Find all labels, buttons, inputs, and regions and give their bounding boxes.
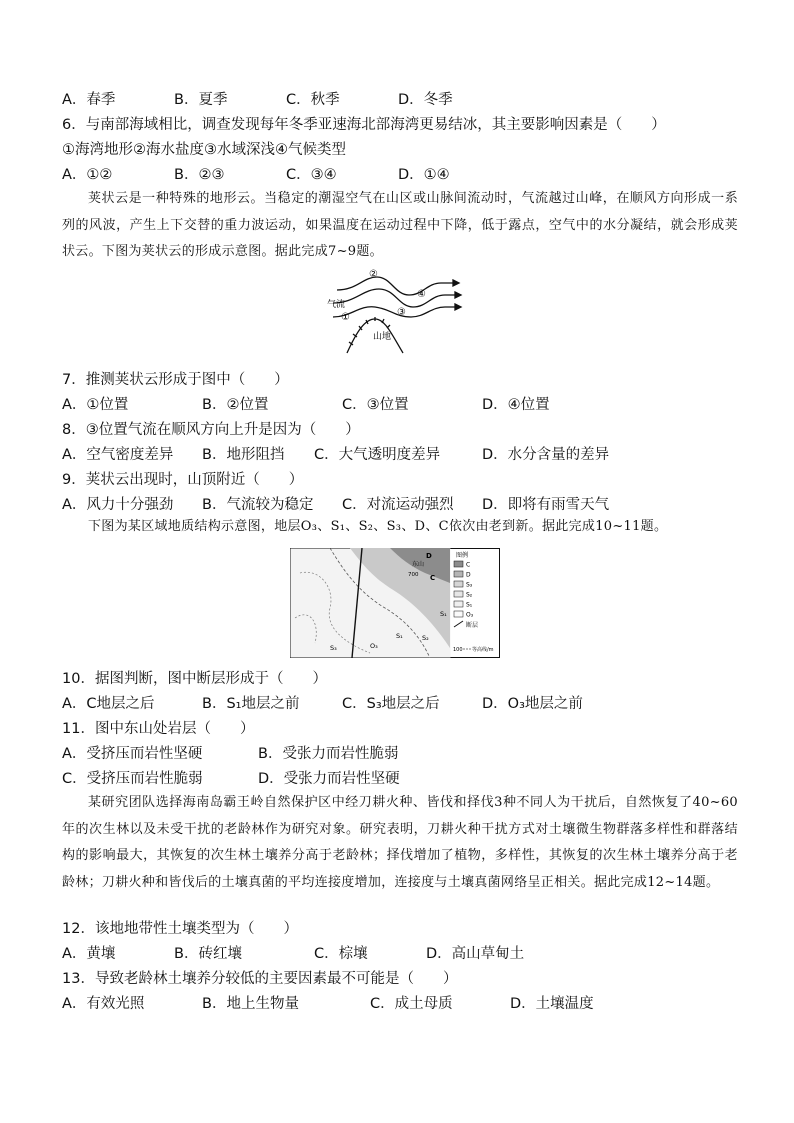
q11-option-d[interactable]: D．受张力而岩性坚硬 [258,771,400,787]
legend-contour: 等高线/m [472,647,494,653]
label-s1-right: S₁ [440,610,447,618]
q6-option-a[interactable]: A．①② [62,167,113,183]
q12-options [62,944,524,964]
arrow-top [453,280,459,286]
legend-d: D [466,571,471,579]
q5-options [62,90,453,110]
q13-option-d[interactable]: D．土壤温度 [510,996,594,1012]
q13-option-a[interactable]: A．有效光照 [62,996,145,1012]
q10-option-a[interactable]: A．C地层之后 [62,696,155,712]
passage-lenticular-cloud: 荚状云是一种特殊的地形云。当稳定的潮湿空气在山区或山脉间流动时，气流越过山峰，在顺风方向形成一系列的风波，产生上下交替的重力波运动，如果温度在运动过程中下降，低于露点，空气中的水分凝结，就会形成荚状云。下图为荚状云的形成示意图。据此完成7~9题。 [62,191,738,259]
marker-1: ① [341,312,350,323]
marker-2: ② [369,269,378,280]
legend-c: C [466,561,471,569]
q5-option-d[interactable]: D．冬季 [398,92,453,108]
q10-option-b[interactable]: B．S₁地层之前 [202,696,300,712]
arrow-bottom [455,304,461,310]
lenticular-cloud-figure [325,265,465,355]
q10-stem: 10．据图判断，图中断层形成于（ ） [62,671,327,687]
q5-option-a[interactable]: A．春季 [62,92,116,108]
passage-geology: 下图为某区域地质结构示意图，地层O₃、S₁、S₂、S₃、D、C依次由老到新。据此完成10~11题。 [88,519,668,534]
legend-s1: S₁ [466,601,473,609]
label-s1: S₁ [396,632,403,640]
q13-stem: 13．导致老龄林土壤养分较低的主要因素最不可能是（ ） [62,971,458,987]
q7-option-a[interactable]: A．①位置 [62,397,129,413]
q7-stem: 7．推测荚状云形成于图中（ ） [62,372,289,388]
q5-option-c[interactable]: C．秋季 [286,92,340,108]
q6-option-b[interactable]: B．②③ [174,167,225,183]
q9-option-b[interactable]: B．气流较为稳定 [202,497,314,513]
q13-option-c[interactable]: C．成土母质 [370,996,453,1012]
legend-contour-value: 100 [453,647,463,653]
q11-option-b[interactable]: B．受张力而岩性脆弱 [258,746,399,762]
label-d: D [426,552,432,560]
q8-option-c[interactable]: C．大气透明度差异 [314,447,441,463]
q13-option-b[interactable]: B．地上生物量 [202,996,299,1012]
airflow-label: 气流 [327,300,346,310]
label-s3: S₃ [330,644,337,652]
mountain-label: 山地 [373,332,392,342]
legend-title: 图例 [456,552,469,559]
passage-soil-study: 某研究团队选择海南岛霸王岭自然保护区中经刀耕火种、皆伐和择伐3种不同人为干扰后，自然恢复了40~60年的次生林以及未受干扰的老龄林作为研究对象。研究表明，刀耕火种干扰方式对土壤微生物群落多样性和群落结构的影响最大，其恢复的次生林土壤养分高于老龄林；择伐增加了植物，多样性，其恢复的次生林土壤养分高于老龄林；刀耕火种和皆伐后的土壤真菌的平均连接度增加，连接度与土壤真菌网络呈正相关。据此完成12~14题。 [62,795,738,890]
q6-options [62,165,450,185]
label-s2: S₂ [422,634,429,642]
geology-map-figure [290,548,500,658]
arrow-middle [455,292,461,298]
q12-option-b[interactable]: B．砖红壤 [174,946,242,962]
q12-option-a[interactable]: A．黄壤 [62,946,116,962]
q5-option-b[interactable]: B．夏季 [174,92,228,108]
q7-options [62,395,550,415]
q11-stem: 11．图中东山处岩层（ ） [62,721,255,737]
q13-options [62,994,594,1014]
label-700: 700 [408,572,419,578]
legend-s3: S₃ [466,581,473,589]
q8-option-a[interactable]: A．空气密度差异 [62,447,174,463]
q7-option-d[interactable]: D．④位置 [482,397,550,413]
legend-fault: 断层 [466,622,479,629]
q9-option-c[interactable]: C．对流运动强烈 [342,497,454,513]
legend-s2: S₂ [466,591,473,599]
label-o3: O₃ [370,642,378,650]
q6-stem: 6．与南部海域相比，调查发现每年冬季亚速海北部海湾更易结冰，其主要影响因素是（ ） [62,117,666,133]
airflow-line-bottom [333,307,455,317]
q12-option-c[interactable]: C．棕壤 [314,946,368,962]
q9-option-a[interactable]: A．风力十分强劲 [62,497,174,513]
q8-options [62,445,609,465]
q11-options-row2 [62,769,400,789]
q12-option-d[interactable]: D．高山草甸土 [426,946,525,962]
q7-option-c[interactable]: C．③位置 [342,397,409,413]
q10-option-d[interactable]: D．O₃地层之前 [482,696,583,712]
airflow-line-middle [333,289,455,307]
label-dongshan: 东山 [412,561,425,568]
q6-option-c[interactable]: C．③④ [286,167,337,183]
q8-stem: 8．③位置气流在顺风方向上升是因为（ ） [62,422,360,438]
q7-option-b[interactable]: B．②位置 [202,397,269,413]
q6-option-d[interactable]: D．①④ [398,167,450,183]
marker-3: ③ [397,307,406,318]
q6-factors: ①海湾地形②海水盐度③水域深浅④气候类型 [62,142,346,158]
q8-option-d[interactable]: D．水分含量的差异 [482,447,610,463]
q9-option-d[interactable]: D．即将有雨雪天气 [482,497,610,513]
q11-option-a[interactable]: A．受挤压而岩性坚硬 [62,746,203,762]
q9-options [62,495,609,515]
q10-options [62,694,583,714]
q10-option-c[interactable]: C．S₃地层之后 [342,696,440,712]
legend-o3: O₃ [466,611,474,619]
label-c: C [430,574,436,582]
q11-option-c[interactable]: C．受挤压而岩性脆弱 [62,771,203,787]
airflow-line-top [337,277,453,295]
q9-stem: 9．荚状云出现时，山顶附近（ ） [62,472,304,488]
marker-4: ④ [417,289,426,300]
q11-options-row1 [62,744,398,764]
q8-option-b[interactable]: B．地形阻挡 [202,447,285,463]
q12-stem: 12．该地地带性土壤类型为（ ） [62,921,298,937]
